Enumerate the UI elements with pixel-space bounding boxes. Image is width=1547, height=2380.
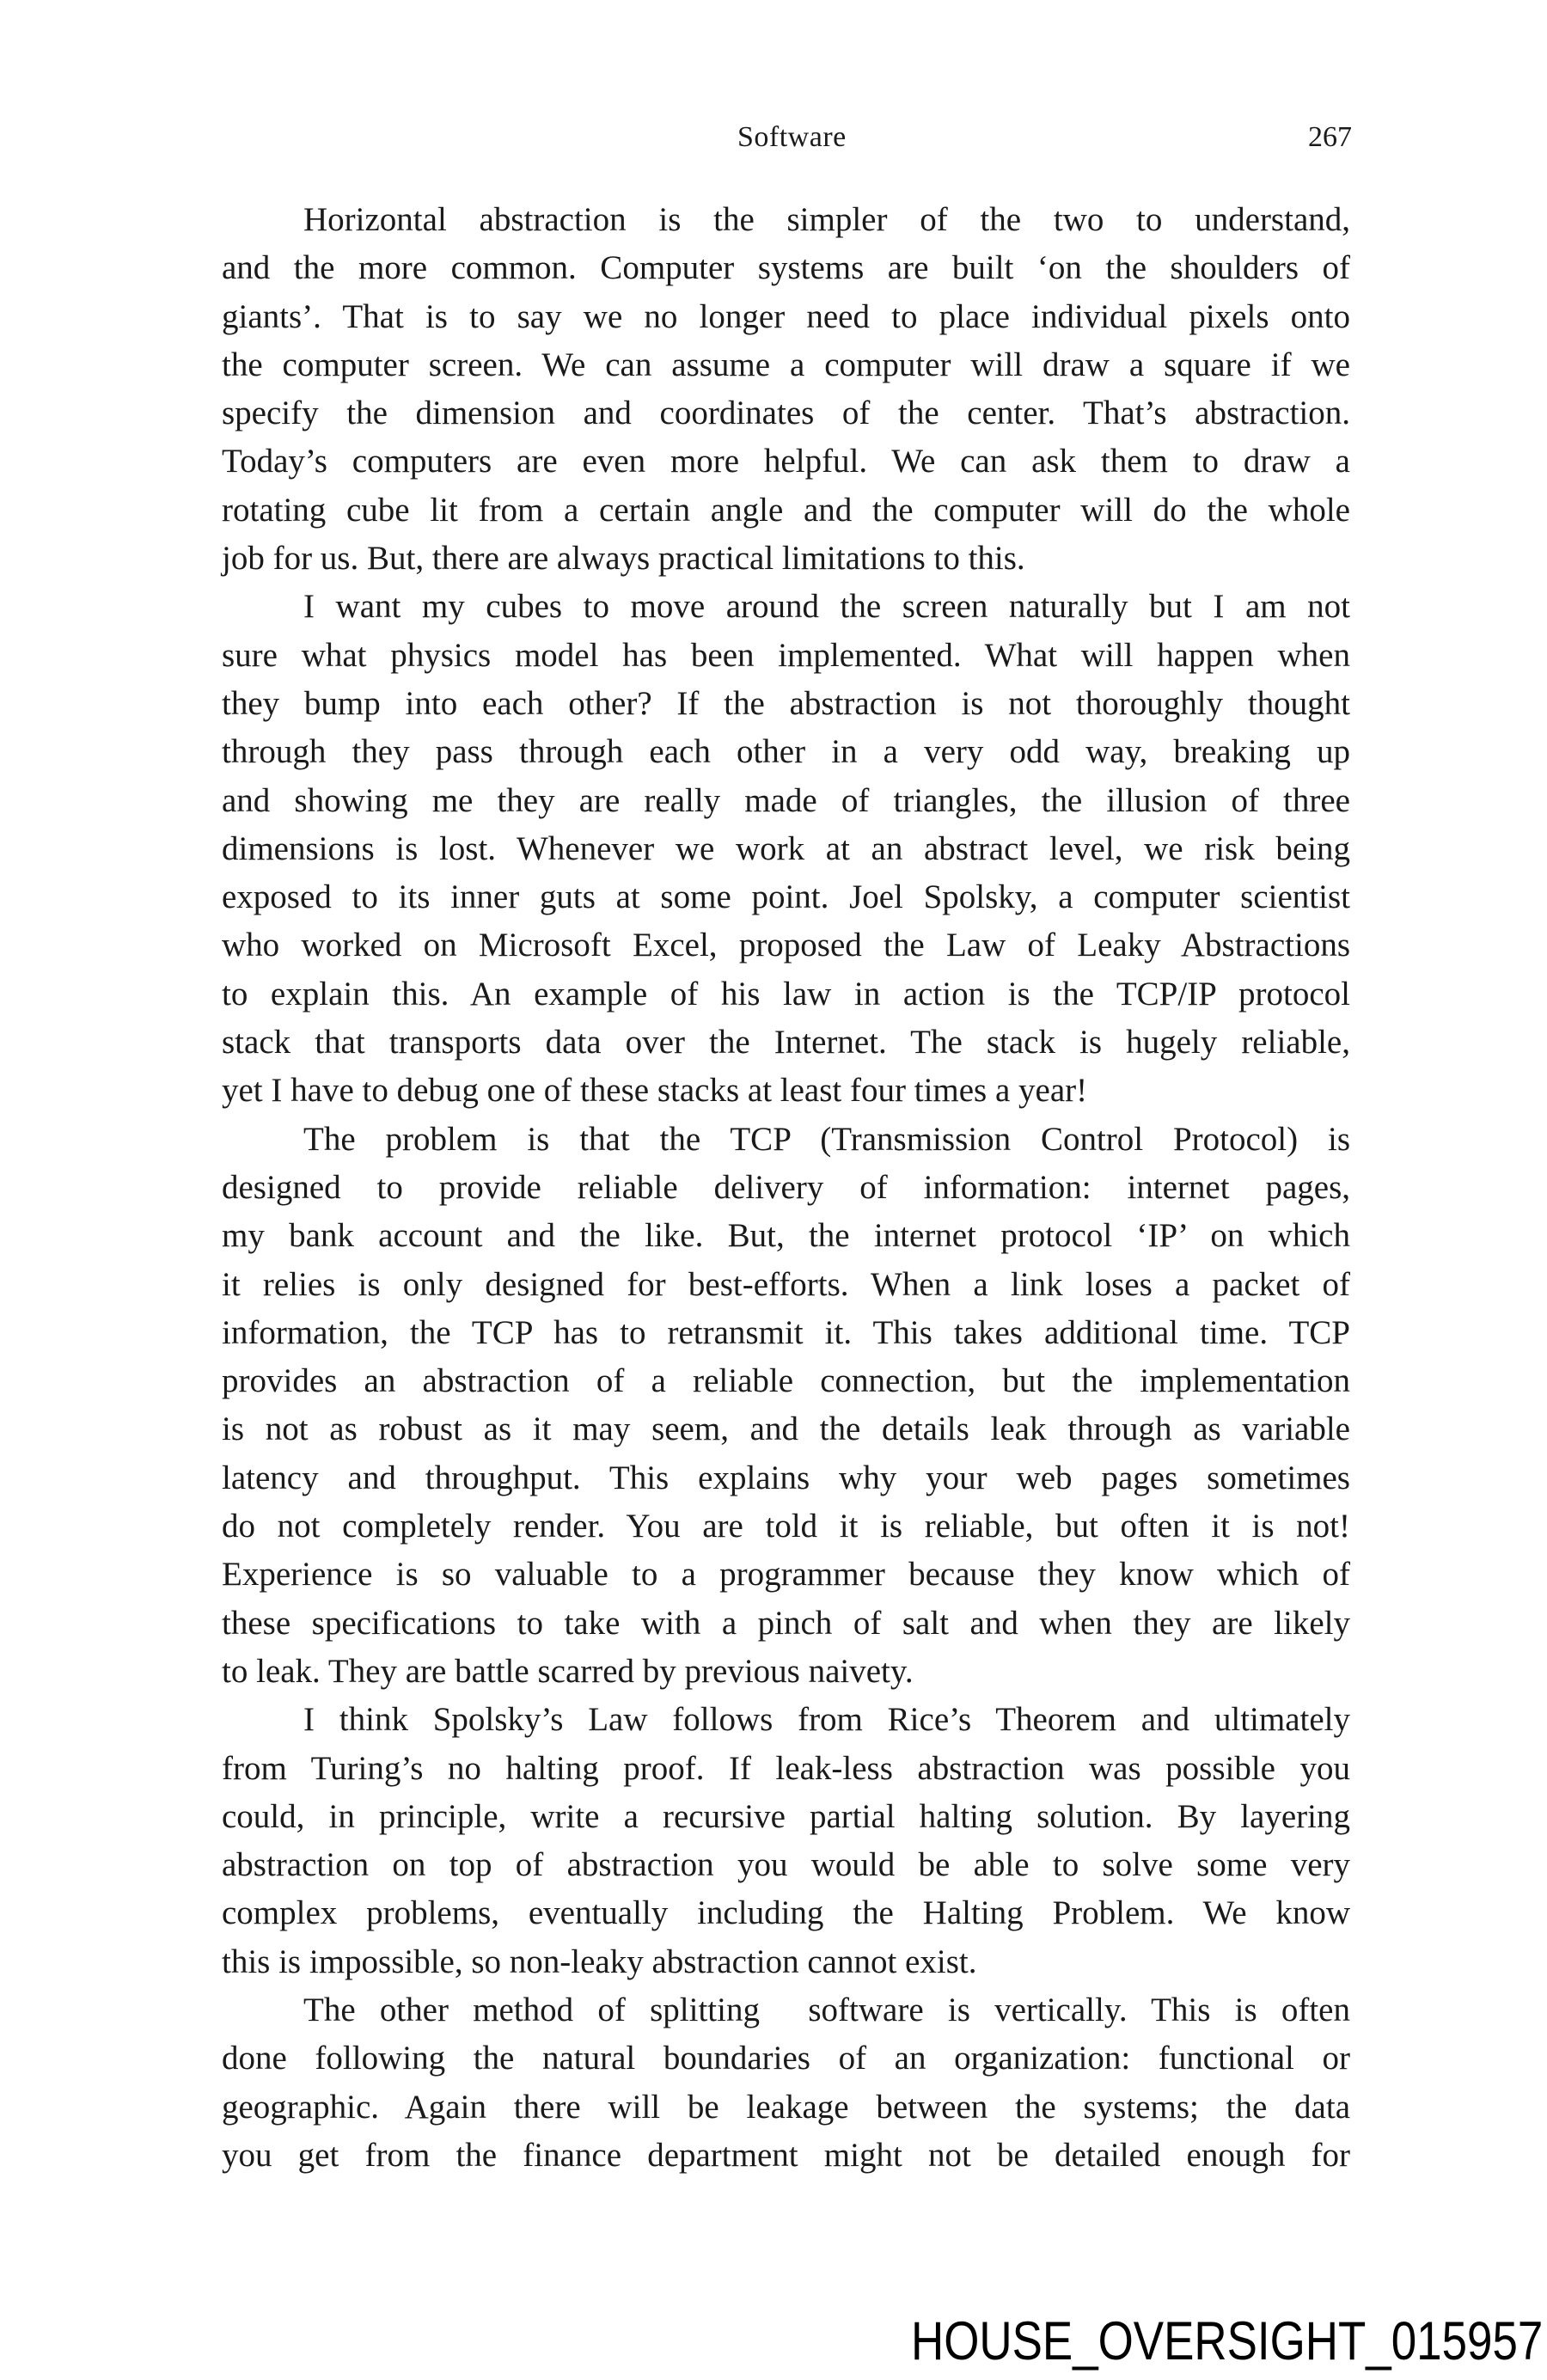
text-line: specify the dimension and coordinates of the center. That’s abstraction. xyxy=(222,395,1350,432)
text-line: latency and throughput. This explains why your web pages sometimes xyxy=(222,1459,1350,1496)
text-line: The problem is that the TCP (Transmission Control Protocol) is xyxy=(303,1120,1350,1158)
text-line: sure what physics model has been implemented. What will happen when xyxy=(222,636,1350,674)
page-body xyxy=(222,196,1350,2180)
running-header-title: Software xyxy=(737,121,847,153)
text-line: Horizontal abstraction is the simpler of the two to understand, xyxy=(303,201,1350,238)
text-line: geographic. Again there will be leakage between the systems; the data xyxy=(222,2088,1350,2126)
text-line: done following the natural boundaries of an organization: functional or xyxy=(222,2040,1350,2077)
text-line: Today’s computers are even more helpful. We can ask them to draw a xyxy=(222,443,1350,480)
text-line: I want my cubes to move around the screen naturally but I am not xyxy=(303,588,1350,626)
text-line: to leak. They are battle scarred by previous naivety. xyxy=(222,1652,914,1690)
bates-number-stamp: HOUSE_OVERSIGHT_015957 xyxy=(911,2311,1544,2371)
text-line: the computer screen. We can assume a computer will draw a square if we xyxy=(222,346,1350,383)
text-line: dimensions is lost. Whenever we work at an abstract level, we risk being xyxy=(222,829,1350,867)
text-line: you get from the finance department might not be detailed enough for xyxy=(222,2136,1350,2174)
text-line: they bump into each other? If the abstraction is not thoroughly thought xyxy=(222,684,1350,722)
text-line: is not as robust as it may seem, and the details leak through as variable xyxy=(222,1410,1350,1448)
text-line: giants’. That is to say we no longer need to place individual pixels onto xyxy=(222,297,1350,335)
text-line: rotating cube lit from a certain angle and the computer will do the whole xyxy=(222,491,1350,529)
text-line: these specifications to take with a pinch of salt and when they are likely xyxy=(222,1604,1350,1642)
text-line: yet I have to debug one of these stacks at least four times a year! xyxy=(222,1072,1088,1110)
text-line: abstraction on top of abstraction you would be able to solve some very xyxy=(222,1846,1350,1884)
text-line: do not completely render. You are told it is reliable, but often it is not! xyxy=(222,1508,1350,1545)
text-line: complex problems, eventually including the Halting Problem. We know xyxy=(222,1894,1350,1932)
text-line: to explain this. An example of his law in action is the TCP/IP protocol xyxy=(222,975,1350,1013)
text-line: Experience is so valuable to a programmer because they know which of xyxy=(222,1556,1350,1594)
text-line: information, the TCP has to retransmit it. This takes additional time. TCP xyxy=(222,1313,1350,1351)
text-line: my bank account and the like. But, the internet protocol ‘IP’ on which xyxy=(222,1217,1350,1255)
text-line: from Turing’s no halting proof. If leak-less abstraction was possible you xyxy=(222,1749,1350,1787)
text-line: The other method of splitting software is vertically. This is often xyxy=(303,1991,1350,2028)
text-line: designed to provide reliable delivery of information: internet pages, xyxy=(222,1168,1350,1206)
page-number: 267 xyxy=(1308,121,1352,153)
text-line: and the more common. Computer systems are built ‘on the shoulders of xyxy=(222,249,1350,287)
text-line: exposed to its inner guts at some point. Joel Spolsky, a computer scientist xyxy=(222,878,1350,916)
text-line: job for us. But, there are always practical limitations to this. xyxy=(222,540,1025,578)
text-line: stack that transports data over the Internet. The stack is hugely reliable, xyxy=(222,1024,1350,1062)
text-line: who worked on Microsoft Excel, proposed the Law of Leaky Abstractions xyxy=(222,927,1350,964)
text-line: this is impossible, so non-leaky abstraction cannot exist. xyxy=(222,1943,977,1980)
text-line: I think Spolsky’s Law follows from Rice’s Theorem and ultimately xyxy=(303,1701,1350,1739)
text-line: and showing me they are really made of triangles, the illusion of three xyxy=(222,781,1350,819)
text-line: it relies is only designed for best-efforts. When a link loses a packet of xyxy=(222,1265,1350,1303)
text-line: provides an abstraction of a reliable connection, but the implementation xyxy=(222,1362,1350,1400)
text-line: could, in principle, write a recursive partial halting solution. By layering xyxy=(222,1797,1350,1835)
text-line: through they pass through each other in a very odd way, breaking up xyxy=(222,733,1350,771)
